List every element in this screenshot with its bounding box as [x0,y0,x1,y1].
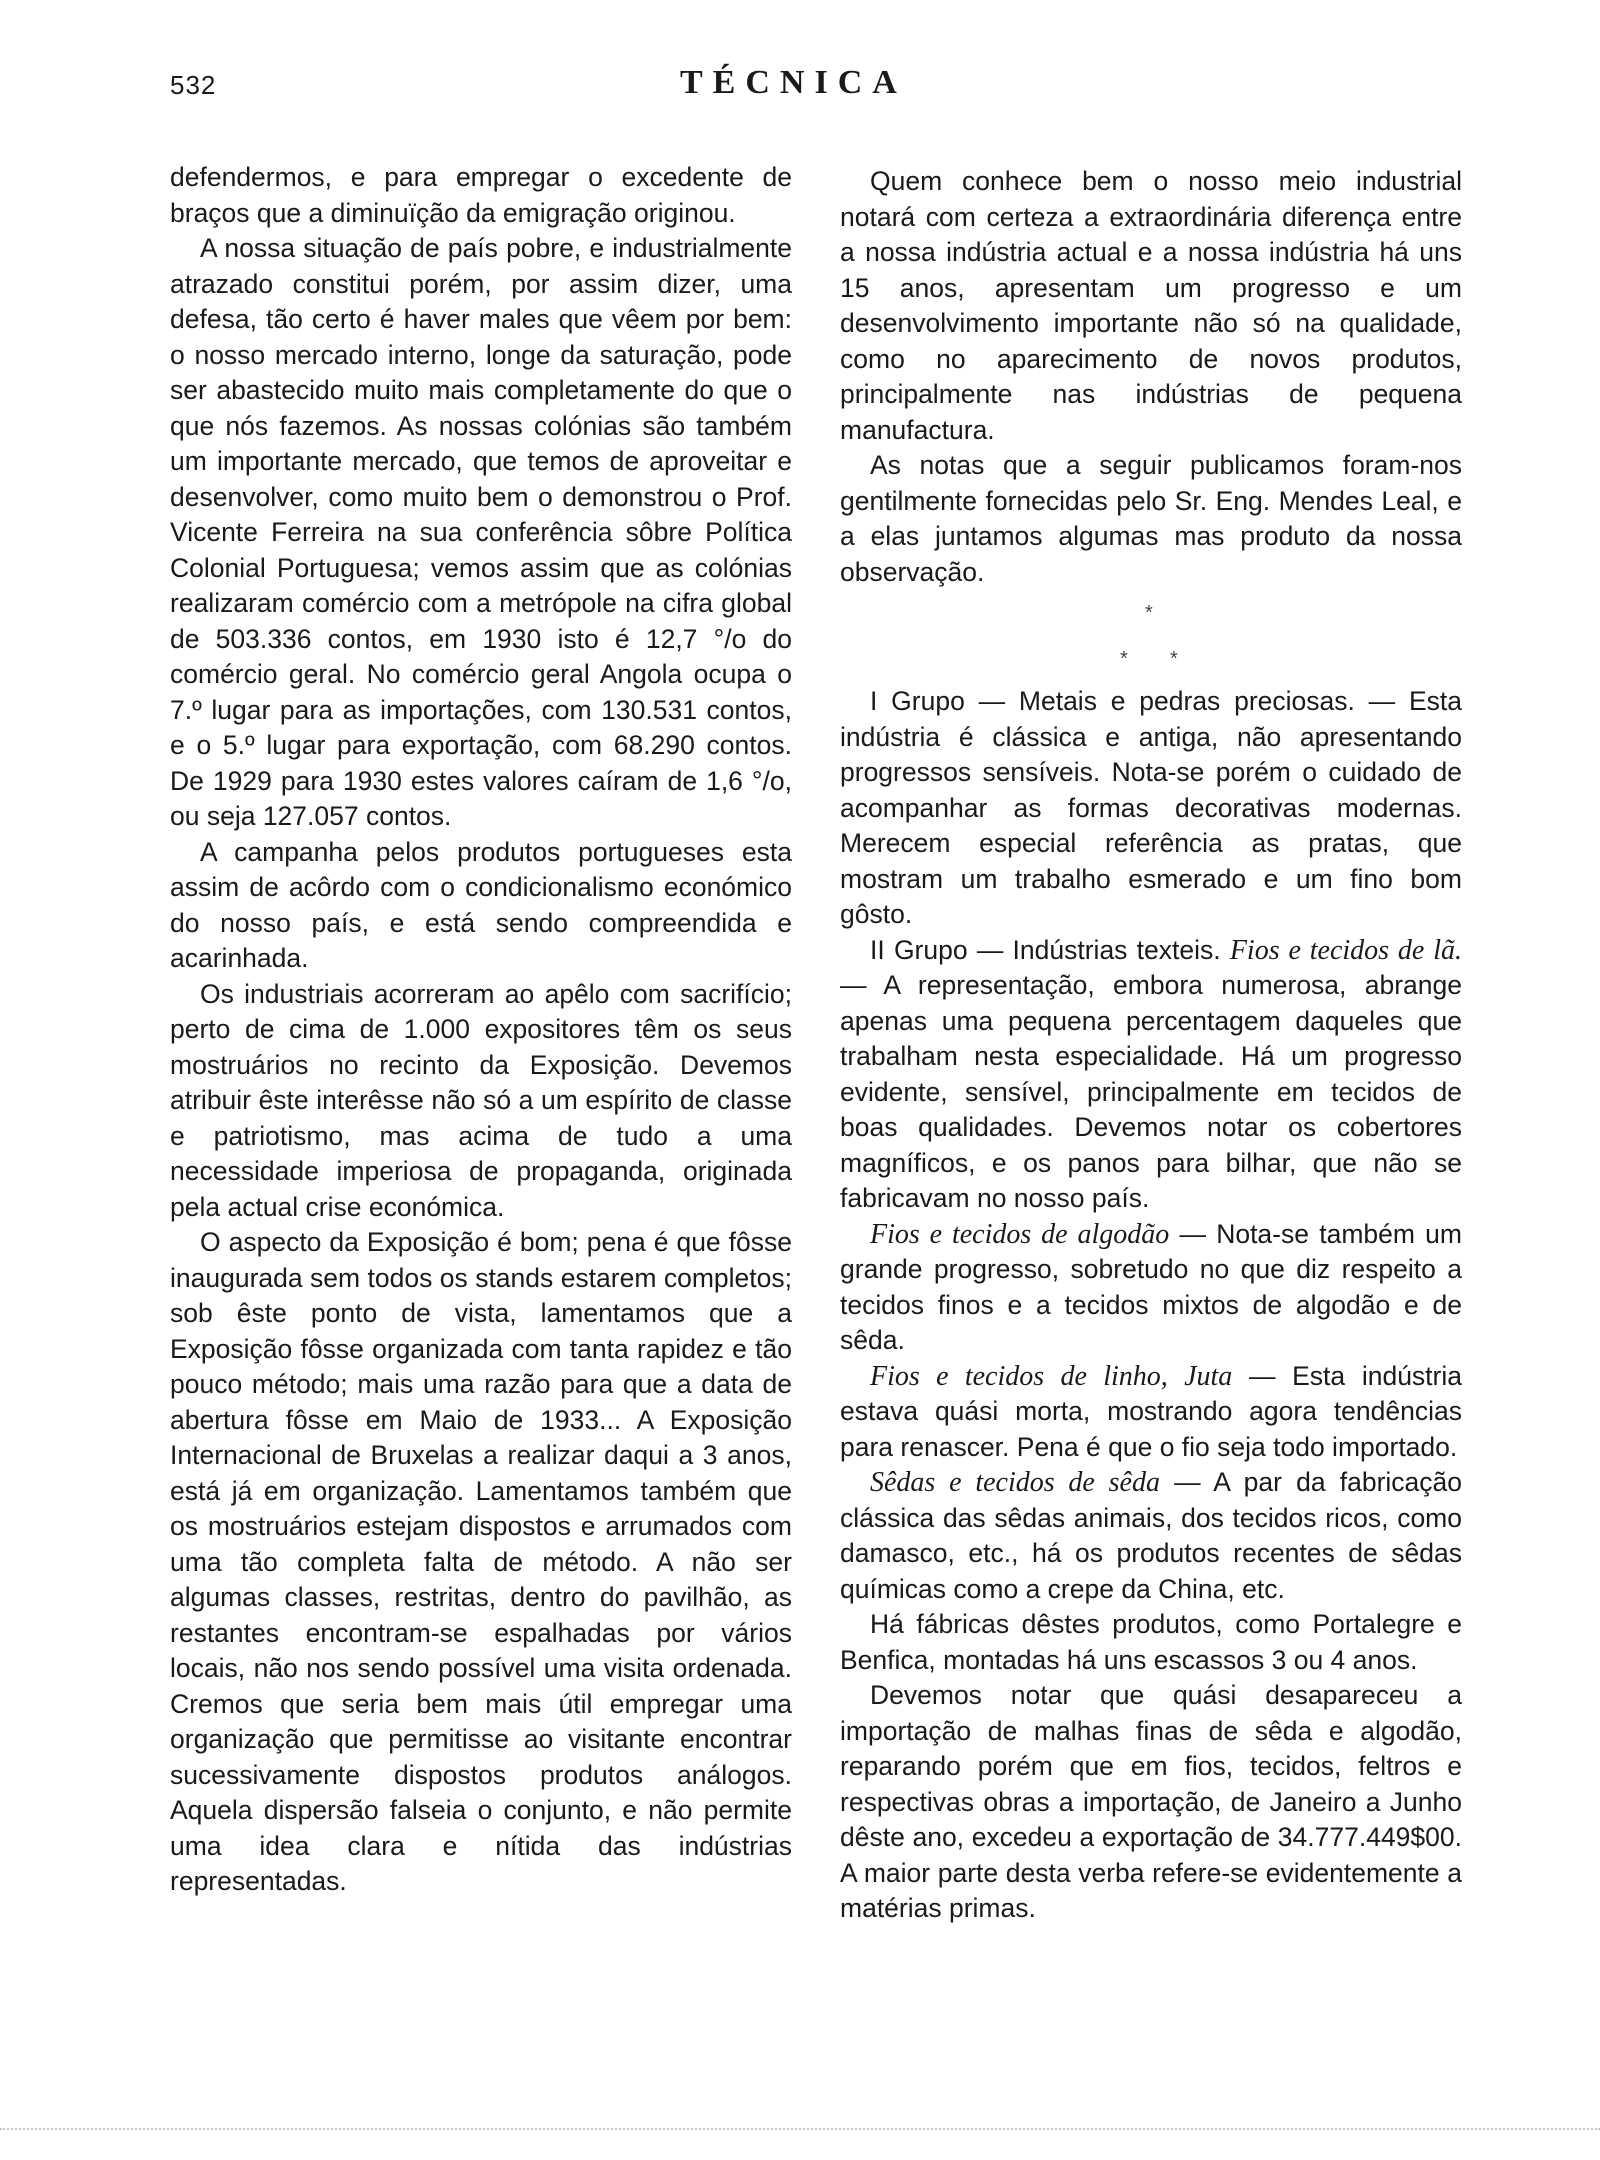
paragraph: Há fábricas dêstes produtos, como Portalegre e Benfica, montadas há uns escassos 3 ou 4 anos. [840,1609,1462,1675]
paragraph [840,1217,1462,1359]
star-glyph: * [1170,648,1178,670]
text-run: — A par da fabricação clássica das sêdas animais, dos tecidos ricos, como damasco, etc., há os produtos recentes de sêdas químicas como a crepe da China, etc. [840,1467,1462,1604]
italic-heading: Fios e tecidos de algodão [870,1218,1170,1250]
italic-heading: Fios e tecidos de lã. [1229,934,1462,966]
star-glyph: * [1120,648,1128,670]
left-column [170,160,792,1900]
section-separator-stars [840,596,1462,674]
paragraph [840,933,1462,1217]
italic-heading: Sêdas e tecidos de sêda [870,1467,1160,1498]
paragraph: A nossa situação de país pobre, e industrialmente atrazado constitui porém, por assim dizer, uma defesa, tão certo é haver males que vêem por bem: o nosso mercado interno, longe da saturação, pode ser abastecido muito mais completamente do que o que nós fazemos. As nossas colónias são também um importante mercado, que temos de aproveitar e desenvolver, como muito bem o demonstrou o Prof. Vicente Ferreira na sua conferência sôbre Política Colonial Portuguesa; vemos assim que as colónias realizaram comércio com a metrópole na cifra global de 503.336 contos, em 1930 isto é 12,7 °/o do comércio geral. No comércio geral Angola ocupa o 7.º lugar para as importações, com 130.531 contos, e o 5.º lugar para exportação, com 68.290 contos. De 1929 para 1930 estes valores caíram de 1,6 °/o, ou seja 127.057 contos. [170,233,792,831]
star-glyph: * [1145,602,1153,624]
paragraph [840,1465,1462,1607]
paragraph: defendermos, e para empregar o excedente de braços que a diminuïção da emigração originou. [170,162,792,228]
text-run: — Nota-se também um grande progresso, sobretudo no que diz respeito a tecidos finos e a tecidos mixtos de algodão e de sêda. [840,1218,1462,1355]
paragraph: I Grupo — Metais e pedras preciosas. — Esta indústria é clássica e antiga, não apresentando progressos sensíveis. Nota-se porém o cuidado de acompanhar as formas decorativas modernas. Merecem especial referência as pratas, que mostram um trabalho esmerado e um fino bom gôsto. [840,686,1462,929]
right-column [840,164,1462,1927]
paragraph: A campanha pelos produtos portugueses esta assim de acôrdo com o condicionalismo económico do nosso país, e está sendo compreendida e acarinhada. [170,836,792,973]
running-head: TÉCNICA [680,64,907,101]
paragraph: O aspecto da Exposição é bom; pena é que fôsse inaugurada sem todos os stands estarem completos; sob êste ponto de vista, lamentamos que a Exposição fôsse organizada com tanta rapidez e tão pouco método; mais uma razão para que a data de abertura fôsse em Maio de 1933... A Exposição Internacional de Bruxelas a realizar daqui a 3 anos, está já em organização. Lamentamos também que os mostruários estejam dispostos e arrumados com uma tão completa falta de método. A não ser algumas classes, restritas, dentro do pavilhão, as restantes encontram-se espalhadas por vários locais, não nos sendo possível uma visita ordenada. Cremos que seria bem mais útil empregar uma organização que permitisse ao visitante encontrar sucessivamente dispostos produtos análogos. Aquela dispersão falseia o conjunto, e não permite uma idea clara e nítida das indústrias representadas. [170,1227,792,1896]
page-number: 532 [170,70,217,100]
paragraph: Quem conhece bem o nosso meio industrial notará com certeza a extraordinária diferença entre a nossa indústria actual e a nossa indústria há uns 15 anos, apresentam um progresso e um desenvolvimento importante não só na qualidade, como no aparecimento de novos produtos, principalmente nas indústrias de pequena manufactura. [840,166,1462,445]
paragraph: As notas que a seguir publicamos foram-nos gentilmente fornecidas pelo Sr. Eng. Mendes Leal, e a elas juntamos algumas mas produto da nossa observação. [840,450,1462,587]
italic-heading: Fios e tecidos de linho, Juta [870,1360,1233,1392]
paragraph: Os industriais acorreram ao apêlo com sacrifício; perto de cima de 1.000 expositores têm os seus mostruários no recinto da Exposição. Devemos atribuir êste interêsse não só a um espírito de classe e patriotismo, mas acima de tudo a uma necessidade imperiosa de propaganda, originada pela actual crise económica. [170,978,792,1222]
text-run: — A representação, embora numerosa, abrange apenas uma pequena percentagem daqueles que trabalham nesta especialidade. Há um progresso evidente, sensível, principalmente em tecidos de boas qualidades. Devemos notar os cobertores magníficos, e os panos para bilhar, que não se fabricavam no nosso país. [840,970,1462,1213]
text-run: II Grupo — Indústrias texteis. [870,934,1230,965]
text-run: — Esta indústria estava quási morta, mostrando agora tendências para renascer. Pena é que o fio seja todo importado. [840,1360,1462,1462]
paragraph [840,1359,1462,1466]
page-bottom-edge [0,2128,1600,2130]
paragraph: Devemos notar que quási desapareceu a importação de malhas finas de sêda e algodão, reparando porém que em fios, tecidos, feltros e respectivas obras a importação, de Janeiro a Junho dêste ano, excedeu a exportação de 34.777.449$00. A maior parte desta verba refere-se evidentemente a matérias primas. [840,1680,1462,1923]
